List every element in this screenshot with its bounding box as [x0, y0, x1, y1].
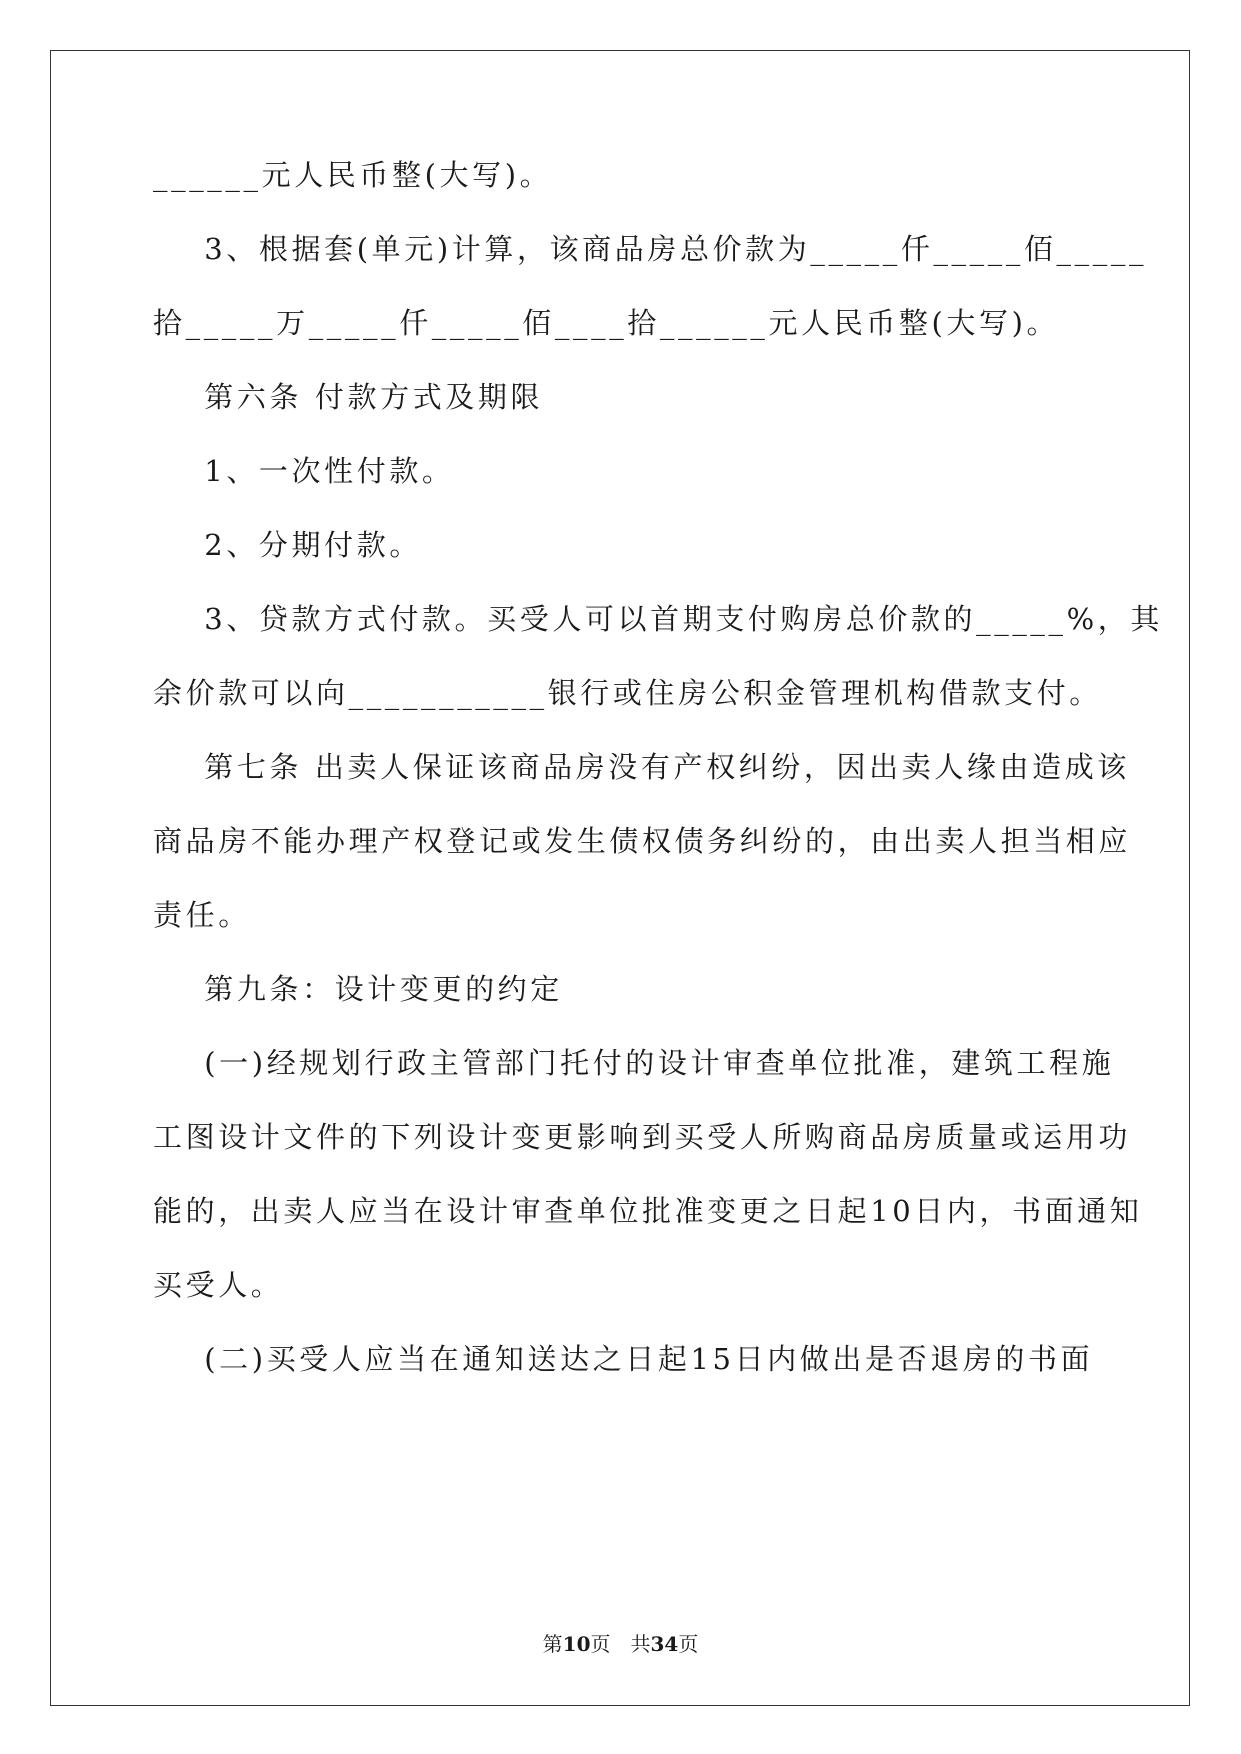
section-heading: 第六条 付款方式及期限: [153, 380, 544, 414]
text-line: 2、分期付款。: [153, 528, 422, 562]
text-line: 工图设计文件的下列设计变更影响到买受人所购商品房质量或运用功: [153, 1120, 1132, 1154]
page-footer: [0, 1628, 1241, 1657]
text-line: 3、根据套(单元)计算，该商品房总价款为_____仟_____佰_____: [153, 232, 1148, 266]
text-line: 拾_____万_____仟_____佰____拾______元人民币整(大写)。: [153, 306, 1060, 340]
text-line: (一)经规划行政主管部门托付的设计审查单位批准，建筑工程施: [153, 1046, 1115, 1080]
text-line: 能的，出卖人应当在设计审查单位批准变更之日起10日内，书面通知: [153, 1194, 1143, 1228]
text-line: 责任。: [153, 898, 251, 932]
current-page-number: 10: [562, 1632, 591, 1656]
text-line: ______元人民币整(大写)。: [153, 158, 553, 192]
text-line: 买受人。: [153, 1268, 284, 1302]
total-pages-number: 34: [650, 1632, 679, 1656]
text-line: (二)买受人应当在通知送达之日起15日内做出是否退房的书面: [153, 1342, 1094, 1376]
text-line: 1、一次性付款。: [153, 454, 455, 488]
footer-middle: 页 共: [590, 1632, 651, 1656]
section-heading: 第九条：设计变更的约定: [153, 972, 563, 1006]
text-line: 余价款可以向___________银行或住房公积金管理机构借款支付。: [153, 676, 1102, 710]
text-line: 商品房不能办理产权登记或发生债权债务纠纷的，由出卖人担当相应: [153, 824, 1132, 858]
section-heading: 第七条 出卖人保证该商品房没有产权纠纷，因出卖人缘由造成该: [153, 750, 1130, 784]
document-body: [153, 158, 1163, 1376]
footer-suffix: 页: [678, 1632, 699, 1656]
footer-prefix: 第: [542, 1632, 563, 1656]
text-line: 3、贷款方式付款。买受人可以首期支付购房总价款的_____%，其: [153, 602, 1163, 636]
